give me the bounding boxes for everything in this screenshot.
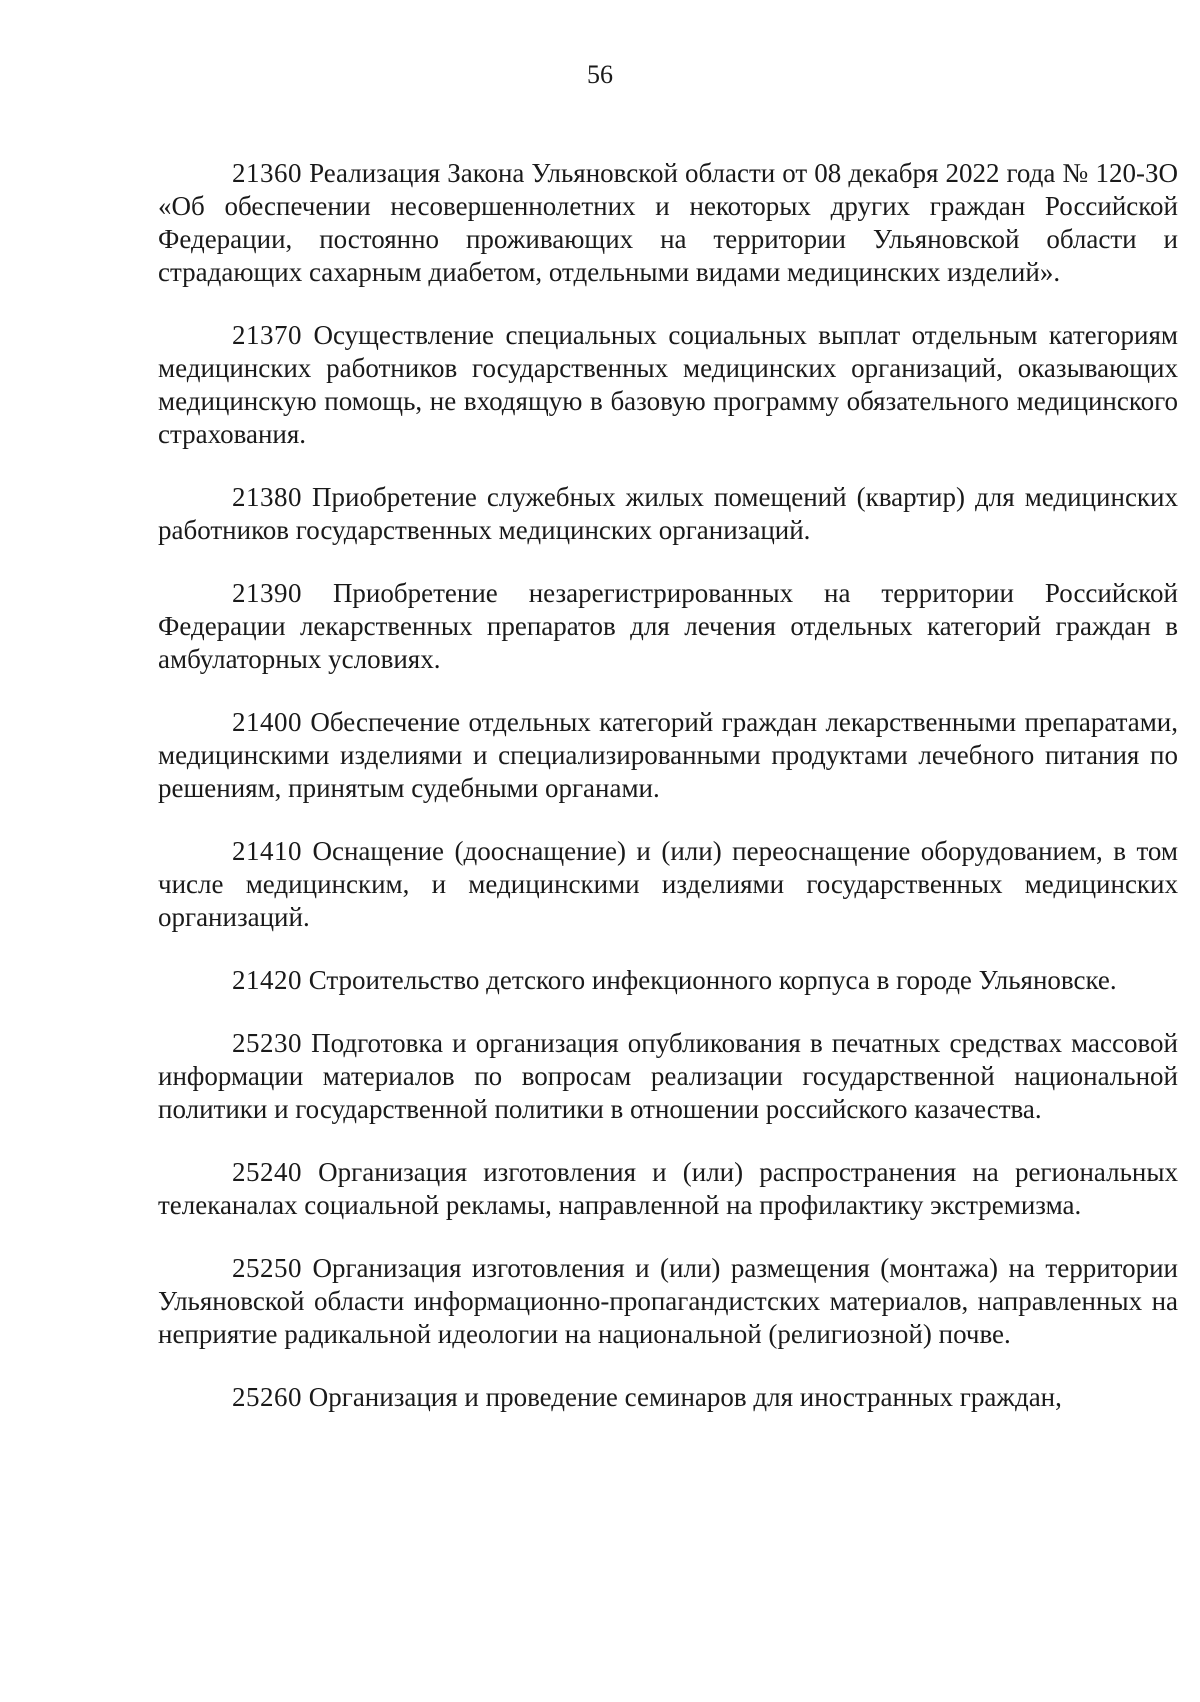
- entry-25230: [158, 1027, 1178, 1126]
- entry-21360: [158, 157, 1178, 289]
- entry-21390: [158, 577, 1178, 676]
- page-number: 56: [587, 60, 613, 89]
- entry-text: Приобретение служебных жилых помещений (квартир) для медицинских работников государственных медицинских организаций.: [158, 482, 1178, 545]
- entry-code: 25260: [232, 1382, 302, 1412]
- entry-code: 21420: [232, 965, 302, 995]
- entry-code: 25230: [232, 1028, 302, 1058]
- entry-code: 21380: [232, 482, 302, 512]
- entry-text: Организация изготовления и (или) размещения (монтажа) на территории Ульяновской области информационно-пропагандистских материалов, направленных на неприятие радикальной идеологии на национальной (религиозной) почве.: [158, 1253, 1179, 1349]
- entry-25240: [158, 1156, 1178, 1222]
- entry-text: Организация и проведение семинаров для иностранных граждан,: [308, 1382, 1062, 1412]
- entry-21410: [158, 835, 1178, 934]
- entry-25260: [158, 1381, 1178, 1414]
- entry-text: Оснащение (дооснащение) и (или) переоснащение оборудованием, в том числе медицинским, и медицинскими изделиями государственных медицинских организаций.: [158, 836, 1179, 932]
- entry-text: Осуществление специальных социальных выплат отдельным категориям медицинских работников государственных медицинских организаций, оказывающих медицинскую помощь, не входящую в базовую программу обязательного медицинского страхования.: [158, 320, 1178, 449]
- entry-code: 21400: [232, 707, 302, 737]
- entry-21380: [158, 481, 1178, 547]
- entry-text: Обеспечение отдельных категорий граждан лекарственными препаратами, медицинскими изделиями и специализированными продуктами лечебного питания по решениям, принятым судебными органами.: [158, 707, 1178, 803]
- entry-25250: [158, 1252, 1178, 1351]
- entry-text: Строительство детского инфекционного корпуса в городе Ульяновске.: [308, 965, 1117, 995]
- entry-21420: [158, 964, 1178, 997]
- entry-21370: [158, 319, 1178, 451]
- entry-code: 21360: [232, 158, 302, 188]
- entry-code: 25240: [232, 1157, 302, 1187]
- entry-21400: [158, 706, 1178, 805]
- entry-text: Приобретение незарегистрированных на территории Российской Федерации лекарственных препаратов для лечения отдельных категорий граждан в амбулаторных условиях.: [158, 578, 1178, 674]
- entry-code: 21370: [232, 320, 302, 350]
- entry-code: 21390: [232, 578, 302, 608]
- entry-code: 21410: [232, 836, 302, 866]
- entry-text: Организация изготовления и (или) распространения на региональных телеканалах социальной рекламы, направленной на профилактику экстремизма.: [158, 1157, 1179, 1220]
- entry-list: [158, 157, 1178, 1444]
- entry-text: Реализация Закона Ульяновской области от 08 декабря 2022 года № 120-ЗО «Об обеспечении несовершеннолетних и некоторых других граждан Российской Федерации, постоянно проживающих на территории Ульяновской области и страдающих сахарным диабетом, отдельными видами медицинских изделий».: [158, 158, 1179, 287]
- entry-code: 25250: [232, 1253, 302, 1283]
- entry-text: Подготовка и организация опубликования в печатных средствах массовой информации материалов по вопросам реализации государственной национальной политики и государственной политики в отношении российского казачества.: [158, 1028, 1179, 1124]
